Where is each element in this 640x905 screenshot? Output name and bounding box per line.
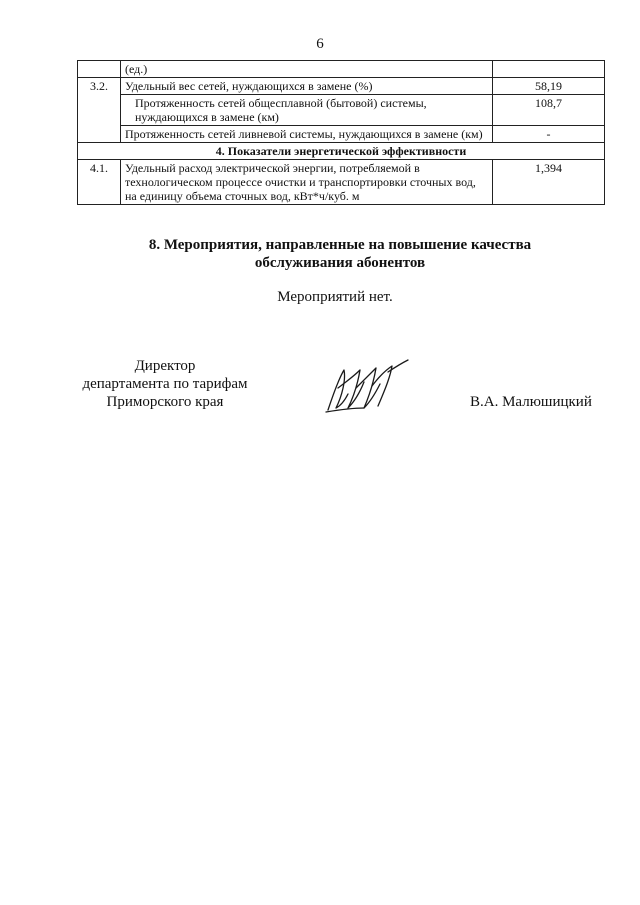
row-value: 58,19 xyxy=(493,78,605,95)
section-heading-line2: обслуживания абонентов xyxy=(254,255,426,271)
row-name: Протяженность сетей общесплавной (бытовой) системы, нуждающихся в замене (км) xyxy=(121,95,493,126)
row-name: Удельный вес сетей, нуждающихся в замене (%) xyxy=(121,78,493,95)
section-body: Мероприятий нет. xyxy=(277,289,393,305)
row-number xyxy=(78,61,121,78)
section-title: 4. Показатели энергетической эффективности xyxy=(78,143,605,160)
handwritten-signature xyxy=(318,358,418,418)
row-value: 108,7 xyxy=(493,95,605,126)
table-row xyxy=(78,61,605,78)
row-name: Удельный расход электрической энергии, потребляемой в технологическом процессе очистки и транспортировки сточных вод, на единицу объема сточных вод, кВт*ч/куб. м xyxy=(121,160,493,205)
table-row xyxy=(78,160,605,205)
position-line: Директор xyxy=(134,358,196,374)
position-line: Приморского края xyxy=(106,394,224,410)
row-name: Протяженность сетей ливневой системы, нуждающихся в замене (км) xyxy=(121,126,493,143)
row-value: - xyxy=(493,126,605,143)
signer-position xyxy=(60,357,270,411)
signer-name: В.А. Малюшицкий xyxy=(470,394,592,410)
row-number: 4.1. xyxy=(78,160,121,205)
row-value xyxy=(493,61,605,78)
section-heading-line1: 8. Мероприятия, направленные на повышение качества xyxy=(148,237,532,253)
page-number: 6 xyxy=(316,36,324,52)
table-row xyxy=(78,78,605,95)
row-number: 3.2. xyxy=(78,78,121,143)
table-section-row xyxy=(78,143,605,160)
section-heading xyxy=(0,236,640,272)
indicators-table xyxy=(77,60,605,205)
row-value: 1,394 xyxy=(493,160,605,205)
table-row xyxy=(78,95,605,126)
table-row xyxy=(78,126,605,143)
position-line: департамента по тарифам xyxy=(82,376,248,392)
row-name: (ед.) xyxy=(121,61,493,78)
